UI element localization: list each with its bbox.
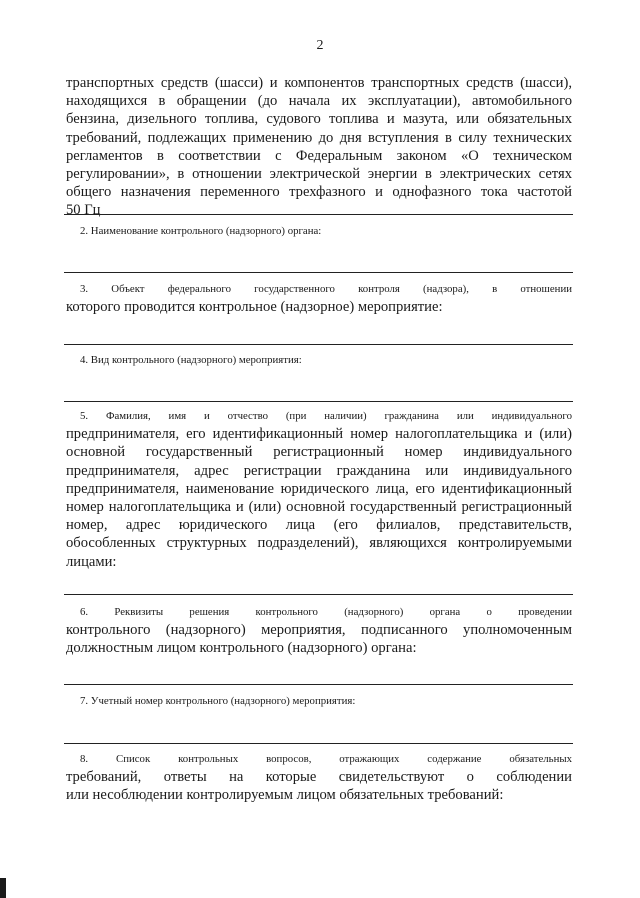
intro-line: регулировании», в отношении электрической энергии в электрических сетях bbox=[66, 166, 572, 183]
item-line: которого проводится контрольное (надзорное) мероприятие: bbox=[66, 299, 443, 316]
item-line: 7. Учетный номер контрольного (надзорного) мероприятия: bbox=[80, 695, 356, 707]
item-line: предпринимателя, адрес регистрации гражданина или индивидуального bbox=[66, 462, 572, 479]
item-5 bbox=[66, 407, 572, 571]
item-3 bbox=[66, 280, 572, 316]
item-line: основной государственный регистрационный номер индивидуального bbox=[66, 444, 572, 461]
intro-paragraph bbox=[66, 74, 572, 220]
fill-in-line bbox=[64, 272, 573, 273]
item-line: контрольного (надзорного) мероприятия, подписанного уполномоченным bbox=[66, 622, 572, 639]
item-line: обособленных структурных подразделений), являющихся контролируемыми bbox=[66, 535, 572, 552]
intro-line: общего назначения переменного трехфазного и однофазного тока частотой bbox=[66, 184, 572, 201]
item-4 bbox=[66, 351, 572, 369]
item-line: номер, адрес юридического лица (его филиалов, представительств, bbox=[66, 517, 572, 534]
item-line: лицами: bbox=[66, 553, 117, 570]
intro-line: транспортных средств (шасси) и компонентов транспортных средств (шасси), bbox=[66, 75, 572, 91]
item-line: 8. Список контрольных вопросов, отражающих содержание обязательных bbox=[80, 753, 572, 765]
item-line: 5. Фамилия, имя и отчество (при наличии) гражданина или индивидуального bbox=[80, 410, 572, 422]
intro-line: 50 Гц bbox=[66, 202, 101, 219]
item-line: требований, ответы на которые свидетельствуют о соблюдении bbox=[66, 769, 572, 786]
intro-line: требований, подлежащих применению до дня вступления в силу технических bbox=[66, 129, 572, 146]
fill-in-line bbox=[64, 743, 573, 744]
item-line: предпринимателя, его идентификационный номер налогоплательщика и (или) bbox=[66, 426, 572, 443]
scan-edge-mark bbox=[0, 878, 6, 898]
item-line: или несоблюдении контролируемым лицом обязательных требований: bbox=[66, 787, 504, 804]
item-line: 4. Вид контрольного (надзорного) мероприятия: bbox=[80, 354, 302, 366]
item-2 bbox=[66, 222, 572, 240]
item-8 bbox=[66, 750, 572, 805]
item-line: 6. Реквизиты решения контрольного (надзорного) органа о проведении bbox=[80, 606, 572, 618]
page-number: 2 bbox=[316, 38, 324, 53]
item-line: 2. Наименование контрольного (надзорного) органа: bbox=[80, 225, 322, 237]
fill-in-line bbox=[64, 214, 573, 215]
intro-line: находящихся в обращении (до начала их эксплуатации), автомобильного bbox=[66, 93, 572, 110]
item-6 bbox=[66, 603, 572, 658]
item-line: должностным лицом контрольного (надзорного) органа: bbox=[66, 640, 417, 657]
intro-line: бензина, дизельного топлива, судового топлива и мазута, или обязательных bbox=[66, 111, 572, 128]
fill-in-line bbox=[64, 344, 573, 345]
fill-in-line bbox=[64, 401, 573, 402]
item-7 bbox=[66, 692, 572, 710]
item-line: 3. Объект федерального государственного контроля (надзора), в отношении bbox=[80, 283, 572, 295]
item-line: предпринимателя, наименование юридического лица, его идентификационный bbox=[66, 480, 572, 497]
fill-in-line bbox=[64, 684, 573, 685]
fill-in-line bbox=[64, 594, 573, 595]
item-line: номер налогоплательщика и (или) основной государственный регистрационный bbox=[66, 499, 572, 516]
intro-line: регламентов в соответствии с Федеральным законом «О техническом bbox=[66, 147, 572, 164]
